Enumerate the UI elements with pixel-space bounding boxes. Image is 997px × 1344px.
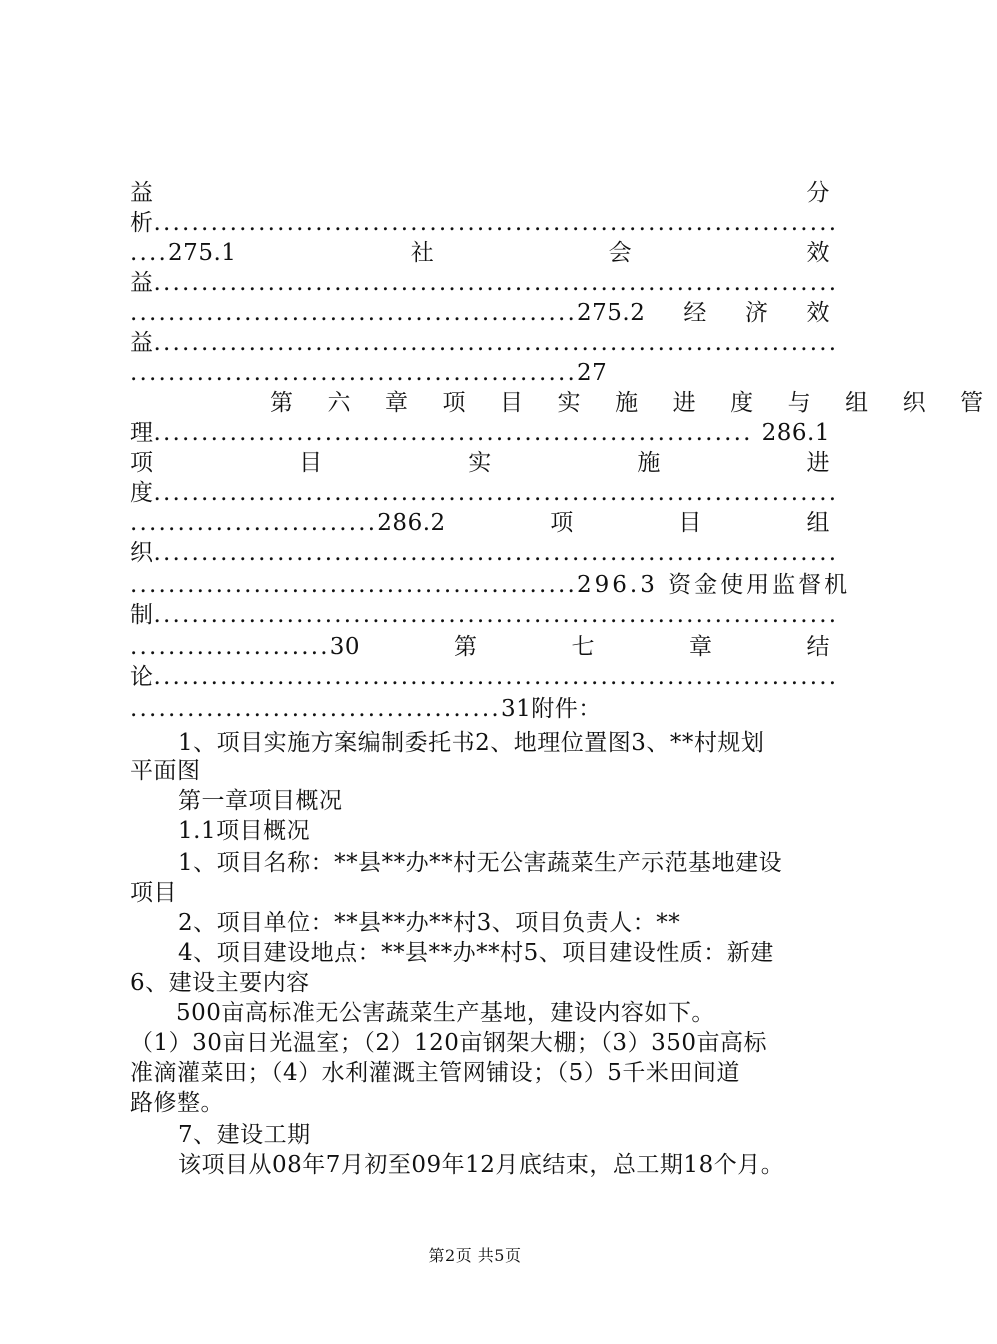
section-title: 1.1项目概况 (178, 818, 311, 844)
toc-text: 制 (130, 602, 154, 628)
body-line (130, 1150, 898, 1180)
toc-text: 目 (678, 510, 702, 536)
body-text: 6、建设主要内容 (130, 970, 310, 996)
body-line (130, 756, 830, 786)
toc-text: 结 (806, 634, 830, 660)
toc-text: 度 (130, 480, 154, 506)
toc-text: 益 (130, 180, 154, 206)
toc-text: 分 (806, 180, 830, 206)
body-text: 路修整。 (130, 1090, 224, 1116)
toc-line (130, 238, 830, 268)
body-text: 平面图 (130, 758, 201, 784)
body-line (130, 1120, 878, 1150)
toc-leader-dots: ........................................................................ (153, 210, 839, 236)
section-heading (130, 786, 878, 816)
toc-line (130, 178, 830, 208)
toc-text: 实 (468, 450, 492, 476)
toc-text: 益 (130, 270, 154, 296)
toc-page-number: 286.2 (377, 510, 446, 536)
toc-leader-dots: ............................................... (130, 572, 578, 598)
toc-text: 项 (130, 450, 154, 476)
section-heading (130, 816, 878, 846)
toc-line (130, 358, 830, 388)
toc-line (130, 662, 839, 692)
toc-text: 理 (130, 420, 154, 446)
toc-page-number: 296.3 资金使用监督机 (577, 572, 851, 598)
toc-line (130, 508, 830, 538)
toc-page-number: 27 (577, 360, 608, 386)
toc-line (130, 208, 839, 238)
body-text: 4、项目建设地点：**县**办**村5、项目建设性质：新建 (178, 940, 774, 966)
toc-text: 目 (299, 450, 323, 476)
toc-leader-dots: ........................................................................ (153, 602, 839, 628)
toc-text: 会 (608, 240, 633, 266)
body-line (130, 1058, 830, 1088)
body-text: 2、项目单位：**县**办**村3、项目负责人：** (178, 910, 681, 936)
toc-line (130, 298, 830, 328)
toc-text: 织 (130, 540, 154, 566)
body-text: 1、项目名称：**县**办**村无公害蔬菜生产示范基地建设 (178, 850, 783, 876)
body-line (130, 848, 878, 878)
toc-page-number: 30 (329, 634, 361, 660)
toc-line (130, 600, 839, 630)
toc-text: 七 (571, 634, 595, 660)
toc-page-number: 275.2 (577, 300, 646, 326)
toc-line (130, 448, 830, 478)
chapter-title: 第一章项目概况 (178, 788, 343, 814)
body-text: 项目 (130, 880, 177, 906)
toc-leader-dots: ........................................................................ (153, 480, 839, 506)
body-line (130, 968, 830, 998)
toc-line (130, 418, 830, 448)
toc-text: 章 (688, 634, 713, 660)
toc-page-number: 31附件： (500, 696, 602, 722)
body-text: 准滴灌菜田；（4）水利灌溉主管网铺设；（5）5千米田间道 (130, 1060, 740, 1086)
toc-leader-dots: ........................................................................ (153, 270, 839, 296)
body-line (130, 908, 878, 938)
toc-leader-dots: .... (130, 240, 169, 266)
body-line (130, 998, 876, 1028)
toc-page-number: 286.1 (761, 420, 830, 446)
toc-text: 经 (683, 300, 707, 326)
toc-page-number: 275.1 (168, 240, 237, 266)
toc-text: 组 (806, 510, 830, 536)
toc-line (130, 478, 839, 508)
toc-line (130, 268, 839, 298)
toc-text: 项 (550, 510, 574, 536)
toc-text: 第 (454, 634, 478, 660)
toc-leader-dots: ........................................................................ (153, 330, 839, 356)
toc-line (130, 632, 830, 662)
body-text: 7、建设工期 (178, 1122, 311, 1148)
body-text: 该项目从08年7月初至09年12月底结束，总工期18个月。 (178, 1152, 785, 1178)
body-line (130, 878, 830, 908)
toc-leader-dots: ............................................... (130, 300, 578, 326)
toc-chapter-heading (130, 388, 997, 418)
toc-leader-dots: .......................... (130, 510, 378, 536)
toc-text: 进 (806, 450, 830, 476)
toc-text: 效 (806, 300, 830, 326)
toc-line (130, 694, 830, 724)
toc-leader-dots: ............................................................... (153, 420, 753, 446)
toc-line (130, 570, 851, 600)
toc-text: 析 (130, 210, 154, 236)
toc-line (130, 328, 839, 358)
toc-leader-dots: ....................................... (130, 696, 501, 722)
toc-text: 施 (637, 450, 661, 476)
body-line (130, 938, 878, 968)
toc-text: 第 六 章 项 目 实 施 进 度 与 组 织 管 (270, 390, 997, 416)
toc-text: 济 (744, 300, 769, 326)
body-line (130, 1088, 830, 1118)
toc-leader-dots: ........................................................................ (153, 664, 839, 690)
page-footer: 第2页 共5页 (428, 1246, 522, 1265)
toc-text: 效 (806, 240, 830, 266)
body-text: （1）30亩日光温室；（2）120亩钢架大棚；（3）350亩高标 (130, 1030, 767, 1056)
toc-text: 益 (130, 330, 154, 356)
toc-leader-dots: ............................................... (130, 360, 578, 386)
body-line (130, 728, 878, 758)
toc-leader-dots: ..................... (130, 634, 330, 660)
body-text: 500亩高标准无公害蔬菜生产基地，建设内容如下。 (176, 1000, 715, 1026)
toc-text: 社 (410, 240, 435, 266)
toc-line (130, 538, 839, 568)
toc-leader-dots: ........................................................................ (153, 540, 839, 566)
body-line (130, 1028, 830, 1058)
body-text: 1、项目实施方案编制委托书2、地理位置图3、**村规划 (178, 730, 765, 756)
toc-text: 论 (130, 664, 154, 690)
